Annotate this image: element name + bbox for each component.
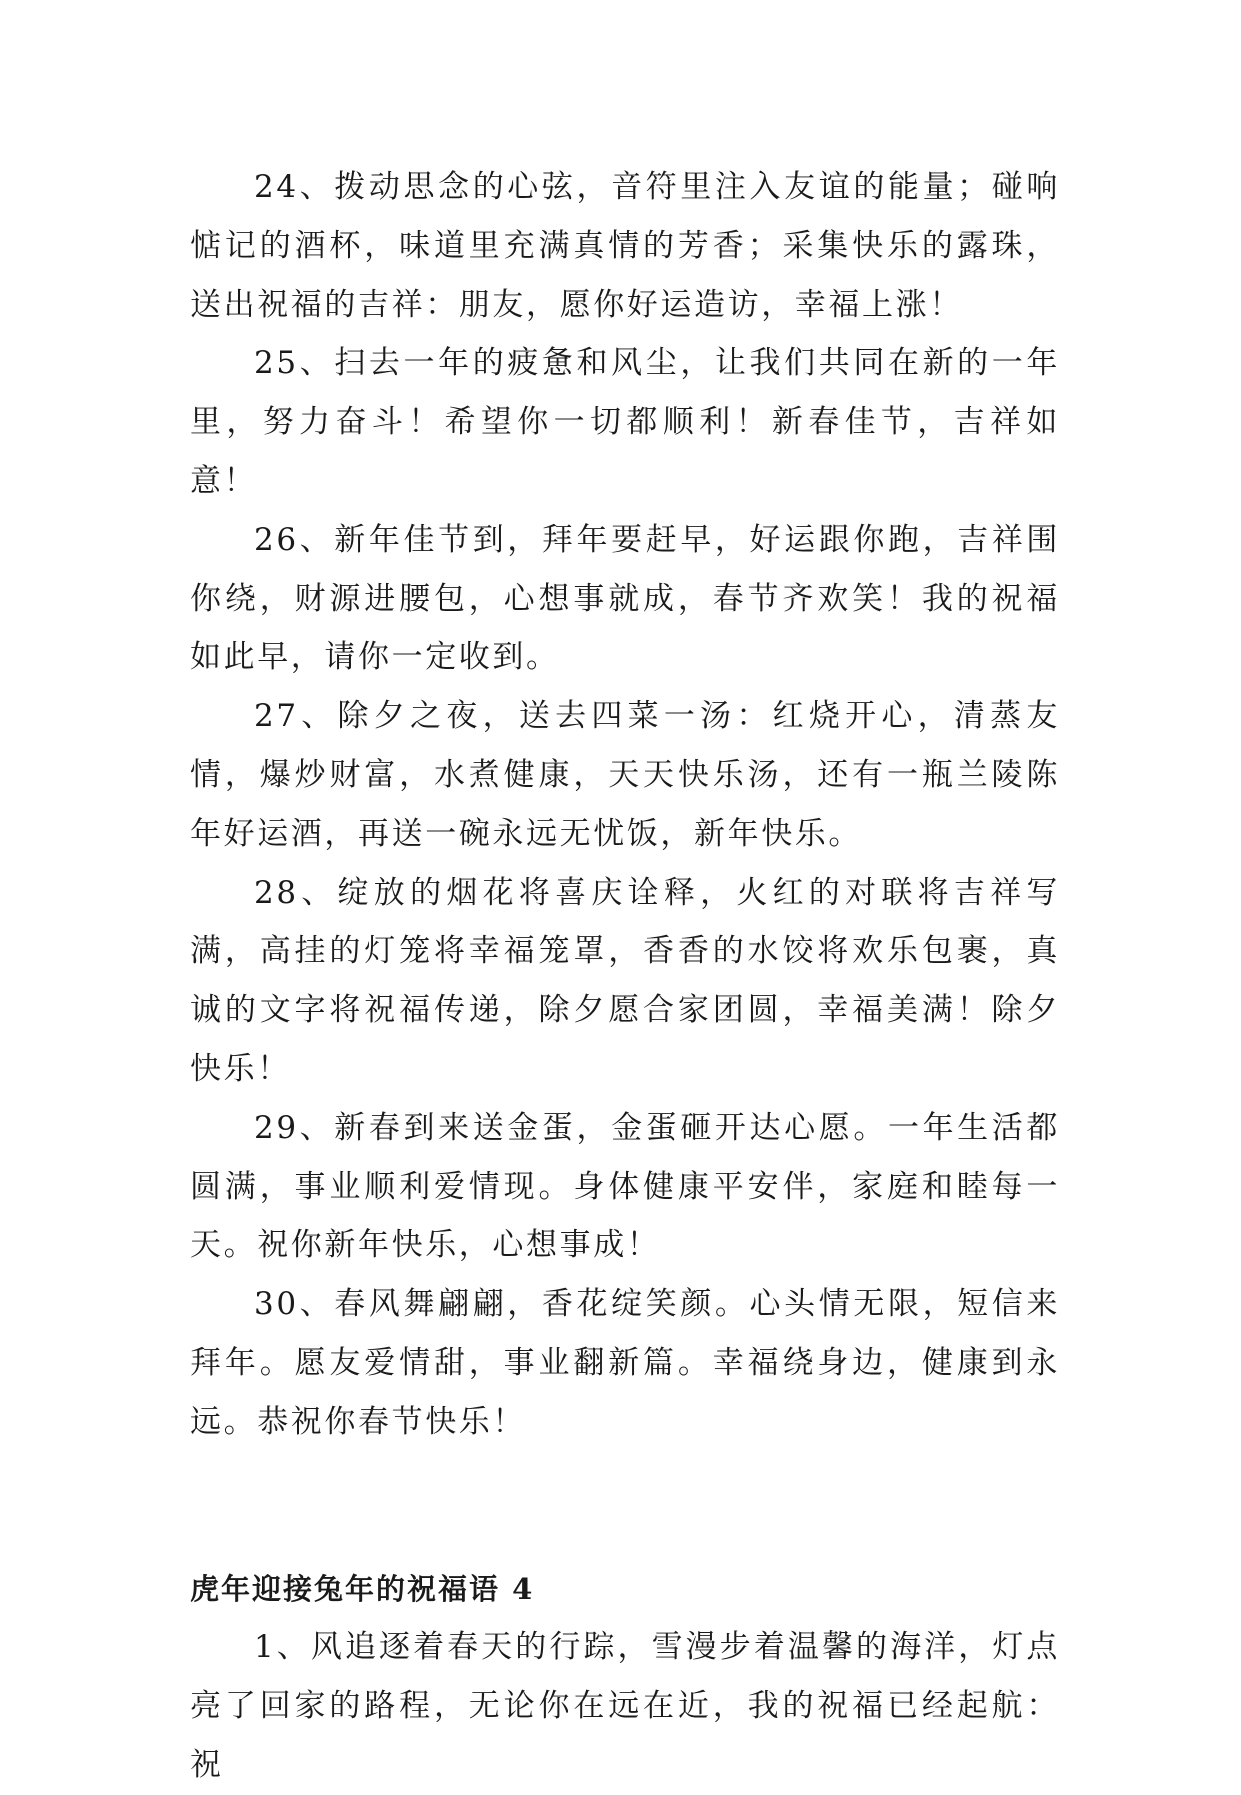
blessing-paragraph-27: 27、除夕之夜，送去四菜一汤：红烧开心，清蒸友情，爆炒财富，水煮健康，天天快乐汤，还有一瓶兰陵陈年好运酒，再送一碗永远无忧饭，新年快乐。: [190, 698, 1060, 852]
section-heading: 虎年迎接兔年的祝福语 4: [190, 1571, 535, 1606]
blessing-paragraph-25: 25、扫去一年的疲惫和风尘，让我们共同在新的一年里，努力奋斗！希望你一切都顺利！新春佳节，吉祥如意！: [190, 345, 1060, 499]
blessing-paragraph-28: 28、绽放的烟花将喜庆诠释，火红的对联将吉祥写满，高挂的灯笼将幸福笼罩，香香的水饺将欢乐包裹，真诚的文字将祝福传递，除夕愿合家团圆，幸福美满！除夕快乐！: [190, 874, 1060, 1087]
blessing-paragraph-29: 29、新春到来送金蛋，金蛋砸开达心愿。一年生活都圆满，事业顺利爱情现。身体健康平安伴，家庭和睦每一天。祝你新年快乐，心想事成！: [190, 1109, 1060, 1264]
blessing-paragraph-30: 30、春风舞翩翩，香花绽笑颜。心头情无限，短信来拜年。愿友爱情甜，事业翻新篇。幸福绕身边，健康到永远。恭祝你春节快乐！: [190, 1286, 1060, 1440]
blessing-paragraph-1: 1、风追逐着春天的行踪，雪漫步着温馨的海洋，灯点亮了回家的路程，无论你在远在近，我的祝福已经起航：祝: [190, 1629, 1060, 1783]
blessing-paragraph-26: 26、新年佳节到，拜年要赶早，好运跟你跑，吉祥围你绕，财源进腰包，心想事就成，春节齐欢笑！我的祝福如此早，请你一定收到。: [190, 521, 1060, 676]
document-body: [190, 158, 1060, 1795]
blessing-paragraph-24: 24、拨动思念的心弦，音符里注入友谊的能量；碰响惦记的酒杯，味道里充满真情的芳香；采集快乐的露珠，送出祝福的吉祥：朋友，愿你好运造访，幸福上涨！: [190, 169, 1060, 323]
